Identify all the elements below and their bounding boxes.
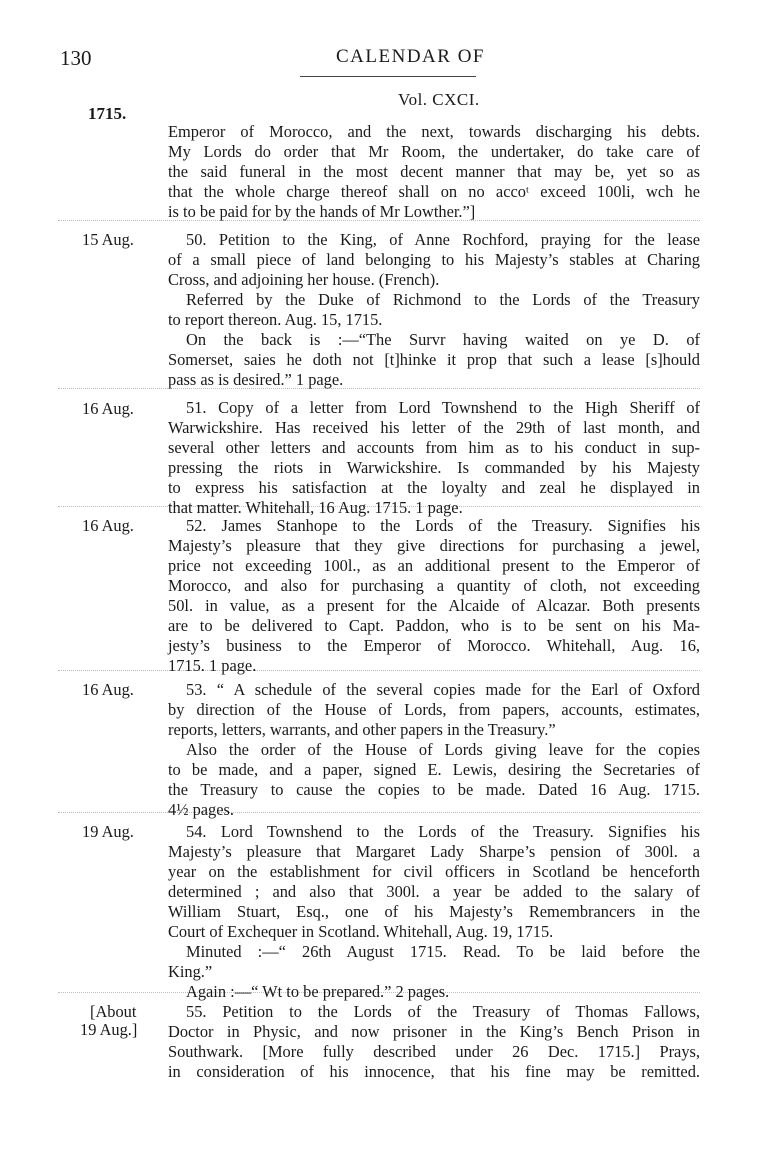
margin-date: 16 Aug. xyxy=(82,680,134,699)
text-line: to express his satisfaction at the loyalty and zeal he displayed in xyxy=(168,478,700,497)
text-line: to be made, and a paper, signed E. Lewis, desiring the Secretaries of xyxy=(168,760,700,779)
text-line: Emperor of Morocco, and the next, towards discharging his debts. xyxy=(168,122,700,141)
header-rule xyxy=(300,76,476,77)
text-line: On the back is :—“The Survr having waited on ye D. of xyxy=(186,330,700,349)
margin-date: 19 Aug.] xyxy=(80,1020,138,1039)
text-line: Somerset, saies he doth not [t]hinke it prop that such a lease [s]hould xyxy=(168,350,700,369)
text-line: 1715. 1 page. xyxy=(168,656,257,675)
text-line: 54. Lord Townshend to the Lords of the Treasury. Signifies his xyxy=(186,822,700,841)
text-line: year on the establishment for civil officers in Scotland be henceforth xyxy=(168,862,700,881)
text-line: price not exceeding 100l., as an additional present to the Emperor of xyxy=(168,556,700,575)
text-line: 55. Petition to the Lords of the Treasury of Thomas Fallows, xyxy=(186,1002,700,1021)
text-line: King.” xyxy=(168,962,213,981)
text-line: Minuted :—“ 26th August 1715. Read. To be laid before the xyxy=(186,942,700,961)
text-line: jesty’s business to the Emperor of Morocco. Whitehall, Aug. 16, xyxy=(168,636,700,655)
running-title: CALENDAR OF xyxy=(336,46,485,67)
text-line: 53. “ A schedule of the several copies made for the Earl of Oxford xyxy=(186,680,700,699)
text-line: the said funeral in the most decent manner that may be, yet so as xyxy=(168,162,700,181)
text-line: William Stuart, Esq., one of his Majesty’s Remembrancers in the xyxy=(168,902,700,921)
text-line: Majesty’s pleasure that Margaret Lady Sharpe’s pension of 300l. a xyxy=(168,842,700,861)
text-line: Warwickshire. Has received his letter of the 29th of last month, and xyxy=(168,418,700,437)
volume-label: Vol. CXCI. xyxy=(398,90,480,109)
text-line: that matter. Whitehall, 16 Aug. 1715. 1 page. xyxy=(168,498,463,517)
text-line: Southwark. [More fully described under 26 Dec. 1715.] Prays, xyxy=(168,1042,700,1061)
text-line: reports, letters, warrants, and other papers in the Treasury.” xyxy=(168,720,556,739)
text-line: Morocco, and also for purchasing a quantity of cloth, not exceeding xyxy=(168,576,700,595)
text-line: in consideration of his innocence, that his fine may be remitted. xyxy=(168,1062,700,1081)
text-line: Doctor in Physic, and now prisoner in the King’s Bench Prison in xyxy=(168,1022,700,1041)
text-line: several other letters and accounts from him as to his conduct in sup- xyxy=(168,438,700,457)
text-line: Court of Exchequer in Scotland. Whitehall, Aug. 19, 1715. xyxy=(168,922,554,941)
margin-date: 19 Aug. xyxy=(82,822,134,841)
text-line: 50. Petition to the King, of Anne Rochford, praying for the lease xyxy=(186,230,700,249)
margin-year: 1715. xyxy=(88,104,127,123)
margin-date: 16 Aug. xyxy=(82,516,134,535)
margin-date: 15 Aug. xyxy=(82,230,134,249)
text-line: pressing the riots in Warwickshire. Is commanded by his Majesty xyxy=(168,458,700,477)
text-line: pass as is desired.” 1 page. xyxy=(168,370,344,389)
text-line: Referred by the Duke of Richmond to the Lords of the Treasury xyxy=(186,290,700,309)
text-line: by direction of the House of Lords, from papers, accounts, estimates, xyxy=(168,700,700,719)
margin-date: 16 Aug. xyxy=(82,399,134,418)
text-line: 50l. in value, as a present for the Alcaide of Alcazar. Both presents xyxy=(168,596,700,615)
text-line: of a small piece of land belonging to his Majesty’s stables at Charing xyxy=(168,250,700,269)
text-line: My Lords do order that Mr Room, the undertaker, do take care of xyxy=(168,142,700,161)
text-line: Also the order of the House of Lords giving leave for the copies xyxy=(186,740,700,759)
text-line: Again :—“ Wt to be prepared.” 2 pages. xyxy=(186,982,450,1001)
text-line: are to be delivered to Capt. Paddon, who is to be sent on his Ma- xyxy=(168,616,700,635)
margin-date: [About xyxy=(90,1002,137,1021)
text-line: 51. Copy of a letter from Lord Townshend to the High Sheriff of xyxy=(186,398,700,417)
text-line: to report thereon. Aug. 15, 1715. xyxy=(168,310,383,329)
text-line: Cross, and adjoining her house. (French). xyxy=(168,270,440,289)
text-line: the Treasury to cause the copies to be made. Dated 16 Aug. 1715. xyxy=(168,780,700,799)
text-line: is to be paid for by the hands of Mr Lowther.”] xyxy=(168,202,476,221)
text-line: 52. James Stanhope to the Lords of the Treasury. Signifies his xyxy=(186,516,700,535)
text-line: 4½ pages. xyxy=(168,800,235,819)
text-line: determined ; and also that 300l. a year be added to the salary of xyxy=(168,882,700,901)
page-number: 130 xyxy=(60,46,92,70)
text-line: that the whole charge thereof shall on no accoᵗ exceed 100li, wch he xyxy=(168,182,700,201)
text-line: Majesty’s pleasure that they give directions for purchasing a jewel, xyxy=(168,536,700,555)
